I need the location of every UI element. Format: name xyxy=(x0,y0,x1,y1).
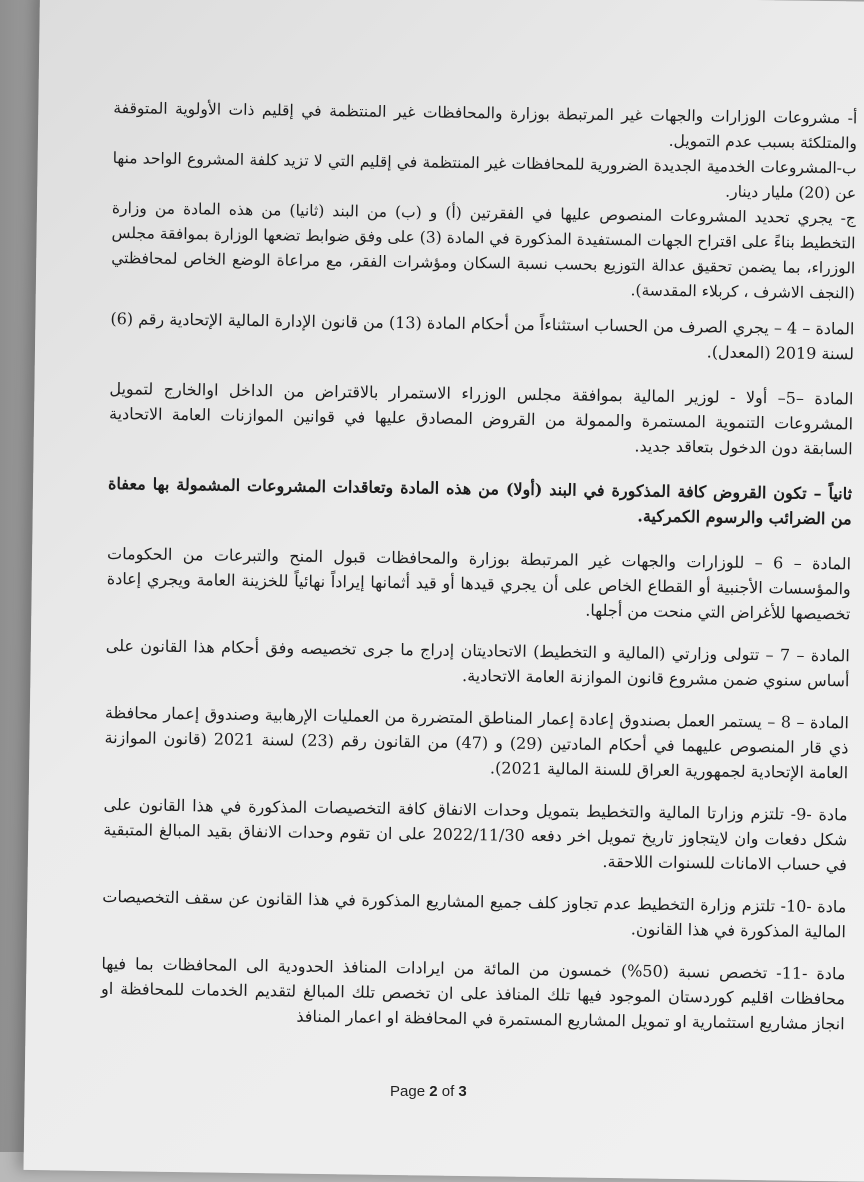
article-5-first: المادة –5– أولا - لوزير المالية بموافقة مجلس الوزراء الاستمرار بالاقتراض من الداخل اوالخارج لتمويل المشروعات التنموية المستمرة والممولة من القروض المصادق عليها في قوانين الموازنات العامة الاتحادية السابقة دون الدخول بتعاقد جديد. xyxy=(108,379,854,459)
article-9: مادة -9- تلتزم وزارتا المالية والتخطيط بتمويل وحدات الانفاق كافة التخصيصات المذكورة في هذا القانون على شكل دفعات وان لايتجاوز تاريخ تمويل اخر دفعه 2022/11/30 على ان تقوم وحدات الانفاق بقيد المبالغ المتبقية في حساب الامانات للسنوات اللاحقة. xyxy=(103,794,848,875)
document-page xyxy=(24,0,864,1182)
page-footer xyxy=(390,1083,467,1100)
article-11: مادة -11- تخصص نسبة (50%) خمسون من المائة من ايرادات المنافذ الحدودية الى المحافظات بما فيها محافظات اقليم كوردستان الموجود فيها تلك المنافذ على ان تخصص تلك المبالغ لتقديم الخدمات للمحافظة او انجاز مشاريع استثمارية او تمويل المشاريع المستمرة في المحافظة او اعمار المنافذ xyxy=(100,953,846,1034)
article-5-second: ثانياً – تكون القروض كافة المذكورة في البند (أولا) من هذه المادة وتعاقدات المشروعات المشمولة بها معفاة من الضرائب والرسوم الكمركية. xyxy=(107,474,853,529)
page-number: 2 xyxy=(429,1083,438,1100)
article-10: مادة -10- تلتزم وزارة التخطيط عدم تجاوز كلف جميع المشاريع المذكورة في هذا القانون عن سقف التخصيصات المالية المذكورة في هذا القانون. xyxy=(102,886,847,942)
clause-b: ب-المشروعات الخدمية الجديدة الضرورية للمحافظات غير المنتظمة في إقليم التي لا تزيد كلفة المشروع الواحد منها عن (20) مليار دينار. xyxy=(112,149,857,203)
article-6: المادة – 6 – للوزارات والجهات غير المرتبطة بوزارة والمحافظات قبول المنح والتبرعات من الحكومات والمؤسسات الأجنبية أو القطاع الخاص على أن يجري قيدها أو قيد أثمانها إيراداً نهائياً للخزينة العامة ويجري إعادة تخصيصها للأغراض التي منحت من أجلها. xyxy=(106,543,852,624)
page-total: 3 xyxy=(458,1083,467,1100)
page-label: Page xyxy=(390,1083,426,1100)
of-label: of xyxy=(441,1083,455,1100)
clause-c: ج- يجري تحديد المشروعات المنصوص عليها في الفقرتين (أ) و (ب) من البند (ثانيا) من هذه المادة من وزارة التخطيط بناءً على اقتراح الجهات المستفيدة المذكورة في المادة (3) على وفق ضوابط تضعها الوزارة بموافقة مجلس الوزراء، بما يضمن تحقيق عدالة التوزيع بحسب نسبة السكان ومؤشرات الفقر، مع مراعاة الوضع الخاص لمحافظتي (النجف الاشرف ، كربلاء المقدسة). xyxy=(111,199,857,303)
clause-a: أ- مشروعات الوزارات والجهات غير المرتبطة بوزارة والمحافظات غير المنتظمة في إقليم ذات الأولوية المتوقفة والمتلكئة بسبب عدم التمويل. xyxy=(113,99,858,153)
article-8: المادة – 8 – يستمر العمل بصندوق إعادة إعمار المناطق المتضررة من العمليات الإرهابية وصندوق إعمار محافظة ذي قار المنصوص عليهما في أحكام المادتين (29) و (47) من القانون رقم (23) لسنة 2021 (قانون الموازنة العامة الإتحادية لجمهورية العراق للسنة المالية 2021). xyxy=(104,702,849,783)
document-body xyxy=(101,96,858,1036)
article-7: المادة – 7 – تتولى وزارتي (المالية و التخطيط) الاتحاديتان إدراج ما جرى تخصيصه وفق أحكام هذا القانون على أساس سنوي ضمن مشروع قانون الموازنة العامة الاتحادية. xyxy=(105,635,850,691)
article-4: المادة – 4 – يجري الصرف من الحساب استثناءاً من أحكام المادة (13) من قانون الإدارة المالية الإتحادية رقم (6) لسنة 2019 (المعدل). xyxy=(110,309,855,364)
